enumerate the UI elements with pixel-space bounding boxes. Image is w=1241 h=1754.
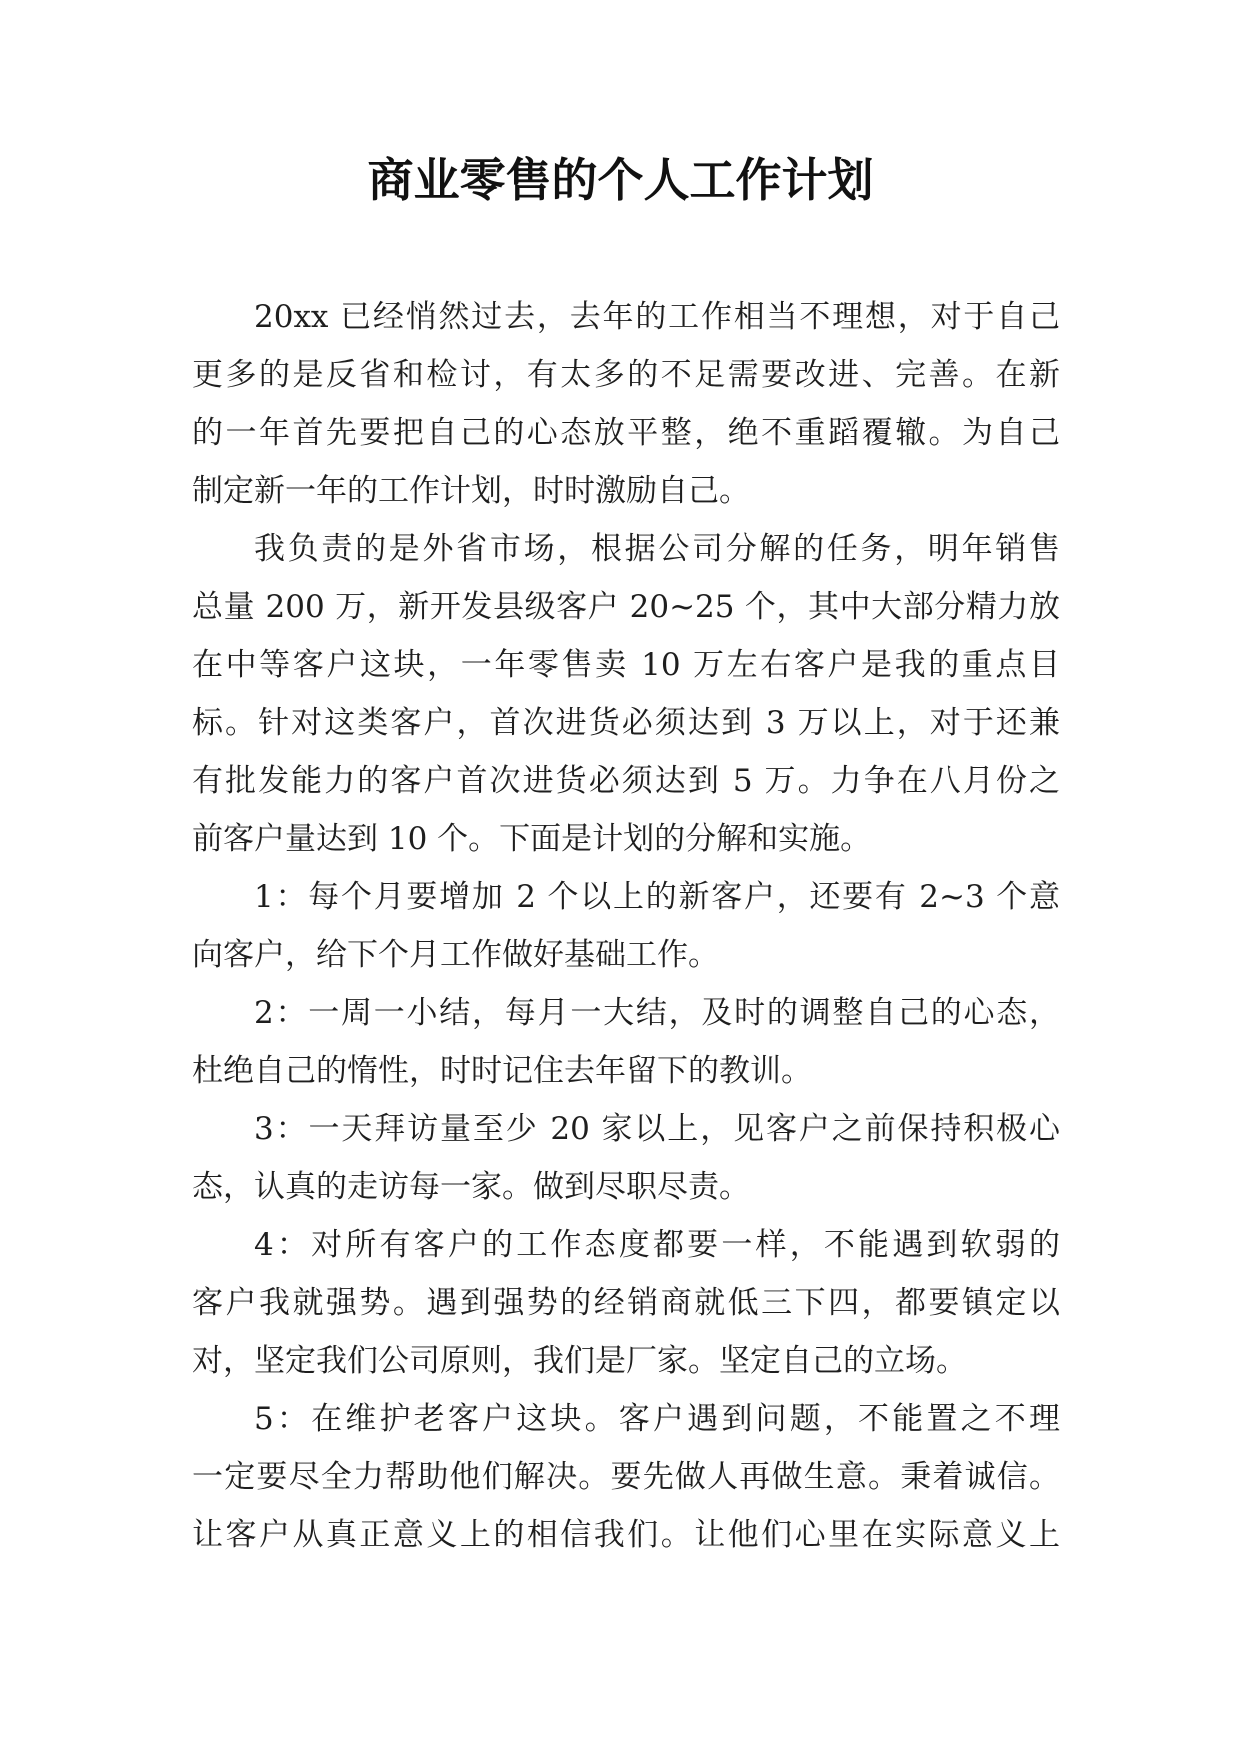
text-line: 4：对所有客户的工作态度都要一样，不能遇到软弱的 [254, 1227, 1060, 1263]
text-line: 让客户从真正意义上的相信我们。让他们心里在实际意义上 [192, 1517, 1060, 1553]
text-line: 客户我就强势。遇到强势的经销商就低三下四，都要镇定以 [192, 1285, 1060, 1321]
document-title: 商业零售的个人工作计划 [367, 153, 874, 207]
text-line: 20xx 已经悄然过去，去年的工作相当不理想，对于自己 [254, 299, 1060, 335]
text-line: 制定新一年的工作计划，时时激励自己。 [192, 473, 750, 509]
text-line: 向客户，给下个月工作做好基础工作。 [192, 937, 719, 973]
text-line: 的一年首先要把自己的心态放平整，绝不重蹈覆辙。为自己 [192, 415, 1060, 451]
text-line: 前客户量达到 10 个。下面是计划的分解和实施。 [192, 821, 872, 857]
paragraph-1 [192, 288, 1060, 520]
text-line: 3：一天拜访量至少 20 家以上，见客户之前保持积极心 [254, 1111, 1060, 1147]
paragraph-6 [192, 1216, 1060, 1390]
paragraph-2 [192, 520, 1060, 868]
text-line: 杜绝自己的惰性，时时记住去年留下的教训。 [192, 1053, 812, 1089]
text-line: 在中等客户这块，一年零售卖 10 万左右客户是我的重点目 [192, 647, 1060, 683]
text-line: 我负责的是外省市场，根据公司分解的任务，明年销售 [254, 531, 1060, 567]
text-line: 1：每个月要增加 2 个以上的新客户，还要有 2~3 个意 [254, 879, 1060, 915]
text-line: 总量 200 万，新开发县级客户 20~25 个，其中大部分精力放 [192, 589, 1060, 625]
paragraph-3 [192, 868, 1060, 984]
text-line: 5：在维护老客户这块。客户遇到问题，不能置之不理 [254, 1401, 1060, 1437]
document-body [192, 288, 1060, 1564]
paragraph-5 [192, 1100, 1060, 1216]
paragraph-4 [192, 984, 1060, 1100]
text-line: 一定要尽全力帮助他们解决。要先做人再做生意。秉着诚信。 [192, 1459, 1060, 1495]
text-line: 对，坚定我们公司原则，我们是厂家。坚定自己的立场。 [192, 1343, 967, 1379]
text-line: 更多的是反省和检讨，有太多的不足需要改进、完善。在新 [192, 357, 1060, 393]
text-line: 态，认真的走访每一家。做到尽职尽责。 [192, 1169, 750, 1205]
text-line: 2：一周一小结，每月一大结，及时的调整自己的心态， [254, 995, 1060, 1031]
paragraph-7 [192, 1390, 1060, 1564]
text-line: 标。针对这类客户，首次进货必须达到 3 万以上，对于还兼 [192, 705, 1060, 741]
text-line: 有批发能力的客户首次进货必须达到 5 万。力争在八月份之 [192, 763, 1060, 799]
